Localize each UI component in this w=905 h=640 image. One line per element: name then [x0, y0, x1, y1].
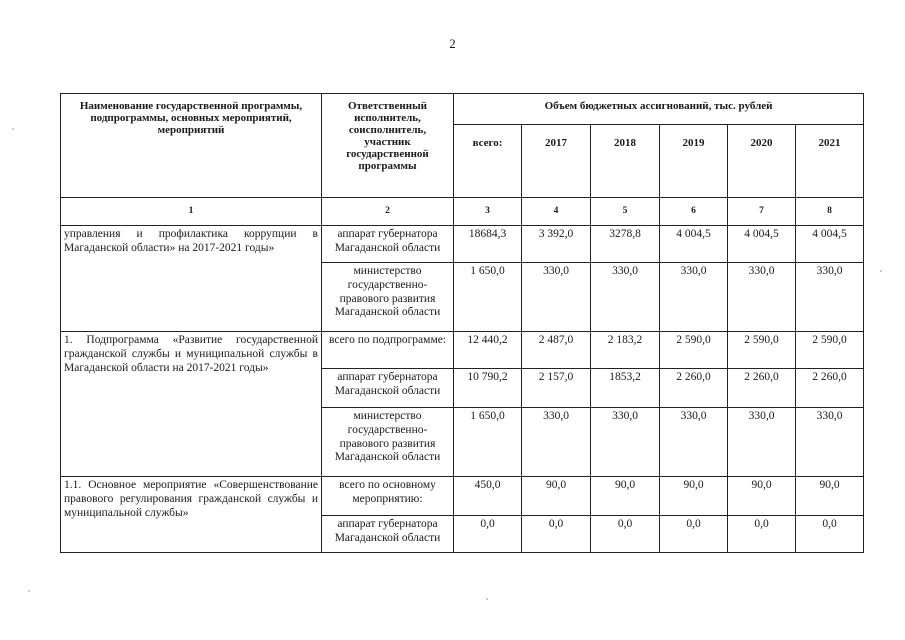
year-value: 4 004,5 [728, 226, 796, 263]
year-value: 4 004,5 [660, 226, 728, 263]
year-value: 4 004,5 [796, 226, 864, 263]
scan-speck [880, 270, 882, 272]
year-value: 90,0 [796, 477, 864, 516]
column-number: 1 [61, 198, 322, 226]
header-year-2019: 2019 [660, 125, 728, 198]
column-number: 6 [660, 198, 728, 226]
executor: министерство государственно-правового развития Магаданской области [322, 408, 454, 477]
total-value: 450,0 [454, 477, 522, 516]
year-value: 330,0 [728, 408, 796, 477]
header-name-col: Наименование государственной программы, подпрограммы, основных мероприятий, мероприятий [61, 94, 322, 198]
header-budget-group: Объем бюджетных ассигнований, тыс. рублей [454, 94, 864, 125]
executor: всего по подпрограмме: [322, 332, 454, 369]
total-value: 0,0 [454, 516, 522, 553]
column-number: 2 [322, 198, 454, 226]
year-value: 2 590,0 [660, 332, 728, 369]
executor: аппарат губернатора Магаданской области [322, 226, 454, 263]
year-value: 330,0 [728, 263, 796, 332]
year-value: 330,0 [591, 263, 660, 332]
scan-speck [28, 590, 30, 592]
total-value: 1 650,0 [454, 408, 522, 477]
main-activity-name: 1.1. Основное мероприятие «Совершенствование правового регулирования гражданской службы и муниципальной службы» [61, 477, 322, 553]
total-value: 1 650,0 [454, 263, 522, 332]
year-value: 3 392,0 [522, 226, 591, 263]
header-year-2021: 2021 [796, 125, 864, 198]
year-value: 2 260,0 [796, 369, 864, 408]
year-value: 90,0 [660, 477, 728, 516]
year-value: 2 157,0 [522, 369, 591, 408]
year-value: 330,0 [522, 263, 591, 332]
column-number: 7 [728, 198, 796, 226]
year-value: 3278,8 [591, 226, 660, 263]
column-numbers-row [61, 198, 864, 226]
total-value: 18684,3 [454, 226, 522, 263]
total-value: 10 790,2 [454, 369, 522, 408]
column-number: 3 [454, 198, 522, 226]
executor: всего по основному мероприятию: [322, 477, 454, 516]
year-value: 90,0 [522, 477, 591, 516]
year-value: 0,0 [522, 516, 591, 553]
year-value: 2 590,0 [796, 332, 864, 369]
executor: министерство государственно-правового развития Магаданской области [322, 263, 454, 332]
header-year-2018: 2018 [591, 125, 660, 198]
budget-table [60, 93, 864, 553]
year-value: 2 487,0 [522, 332, 591, 369]
executor: аппарат губернатора Магаданской области [322, 369, 454, 408]
year-value: 330,0 [591, 408, 660, 477]
program-name: управления и профилактика коррупции в Магаданской области» на 2017-2021 годы» [61, 226, 322, 332]
table-row [61, 332, 864, 369]
scan-speck [486, 598, 488, 600]
column-number: 8 [796, 198, 864, 226]
year-value: 330,0 [796, 263, 864, 332]
year-value: 0,0 [728, 516, 796, 553]
header-executor-col: Ответственный исполнитель, соисполнитель, участник государственной программы [322, 94, 454, 198]
header-total: всего: [454, 125, 522, 198]
year-value: 2 260,0 [728, 369, 796, 408]
total-value: 12 440,2 [454, 332, 522, 369]
year-value: 330,0 [660, 263, 728, 332]
executor: аппарат губернатора Магаданской области [322, 516, 454, 553]
header-row [61, 94, 864, 125]
year-value: 330,0 [796, 408, 864, 477]
scan-speck [12, 128, 14, 130]
header-year-2020: 2020 [728, 125, 796, 198]
page-number: 2 [449, 36, 456, 51]
year-value: 330,0 [660, 408, 728, 477]
year-value: 90,0 [728, 477, 796, 516]
column-number: 4 [522, 198, 591, 226]
year-value: 2 590,0 [728, 332, 796, 369]
year-value: 90,0 [591, 477, 660, 516]
year-value: 1853,2 [591, 369, 660, 408]
table-row [61, 226, 864, 263]
table-row [61, 477, 864, 516]
year-value: 330,0 [522, 408, 591, 477]
year-value: 2 183,2 [591, 332, 660, 369]
year-value: 0,0 [796, 516, 864, 553]
year-value: 0,0 [660, 516, 728, 553]
header-year-2017: 2017 [522, 125, 591, 198]
column-number: 5 [591, 198, 660, 226]
year-value: 0,0 [591, 516, 660, 553]
subprogram-name: 1. Подпрограмма «Развитие государственной гражданской службы и муниципальной службы в Магаданской области на 2017-2021 годы» [61, 332, 322, 477]
year-value: 2 260,0 [660, 369, 728, 408]
